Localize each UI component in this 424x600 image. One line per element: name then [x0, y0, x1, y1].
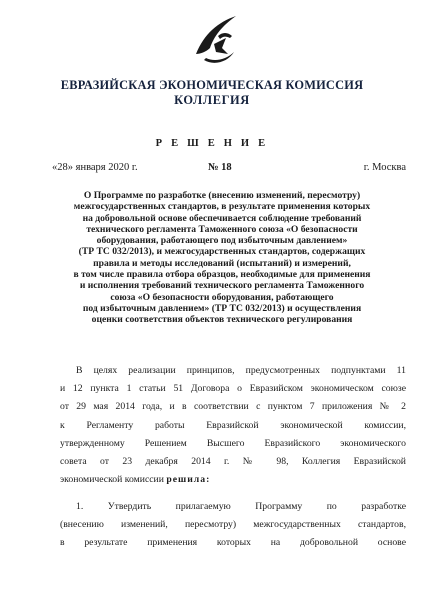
title-line: (ТР ТС 032/2013), и межгосударственных стандартов, содержащих — [78, 246, 366, 258]
paragraph-line: (внесению изменений, пересмотру) межгосударственных стандартов, — [60, 519, 406, 531]
paragraph-line: от 29 мая 2014 года, и в соответствии с пунктом 7 приложения № 2 — [60, 401, 406, 413]
item-1-paragraph — [60, 498, 406, 553]
title-line: оборудования, работающего под избыточным давлением» — [96, 235, 348, 247]
paragraph-line: утвержденному Решением Высшего Евразийского экономического — [60, 437, 406, 449]
title-line: на добровольной основе обеспечивается соблюдение требований — [82, 212, 362, 224]
title-line: межгосударственных стандартов, в результате применения которых — [73, 201, 371, 213]
title-line: и исполнения требований технического регламента Таможенного — [79, 280, 365, 292]
paragraph-line: и 12 пункта 1 статьи 51 Договора о Евразийском экономическом союзе — [60, 383, 406, 395]
preamble-paragraph — [60, 362, 406, 489]
document-number: № 18 — [208, 162, 232, 173]
paragraph-line: В целях реализации принципов, предусмотренных подпунктами 11 — [76, 365, 406, 376]
document-title — [40, 190, 404, 326]
title-line: союза «О безопасности оборудования, работающего — [110, 291, 334, 303]
title-line: под избыточным давлением» (ТР ТС 032/2013) и осуществления — [82, 302, 362, 314]
title-line: правила и методы исследований (испытаний) и измерений, — [93, 257, 351, 269]
resolution-keyword: решила: — [166, 474, 211, 486]
paragraph-line — [60, 471, 406, 489]
eec-emblem-icon — [192, 14, 240, 64]
paragraph-line-text: экономической комиссии — [60, 474, 167, 486]
document-meta — [52, 162, 406, 176]
document-date: «28» января 2020 г. — [52, 162, 138, 173]
paragraph-line: 1. Утвердить прилагаемую Программу по разработке — [76, 501, 406, 512]
title-line: в том числе правила отбора образцов, необходимые для применения — [73, 269, 371, 281]
org-body: КОЛЛЕГИЯ — [174, 93, 250, 107]
title-line: оценки соответствия объектов технического регулирования — [91, 314, 353, 326]
paragraph-line: в результате применения которых на добровольной основе — [60, 537, 406, 549]
paragraph-line: совета от 23 декабря 2014 г. № 98, Коллегия Евразийской — [60, 455, 406, 467]
title-line: технического регламента Таможенного союза «О безопасности — [86, 223, 358, 235]
title-line: О Программе по разработке (внесению изменений, пересмотру) — [83, 190, 361, 201]
org-name: ЕВРАЗИЙСКАЯ ЭКОНОМИЧЕСКАЯ КОМИССИЯ — [60, 78, 364, 92]
paragraph-line: к Регламенту работы Евразийской экономической комиссии, — [60, 419, 406, 431]
document-city: г. Москва — [363, 162, 406, 173]
document-type: Р Е Ш Е Н И Е — [155, 138, 269, 149]
